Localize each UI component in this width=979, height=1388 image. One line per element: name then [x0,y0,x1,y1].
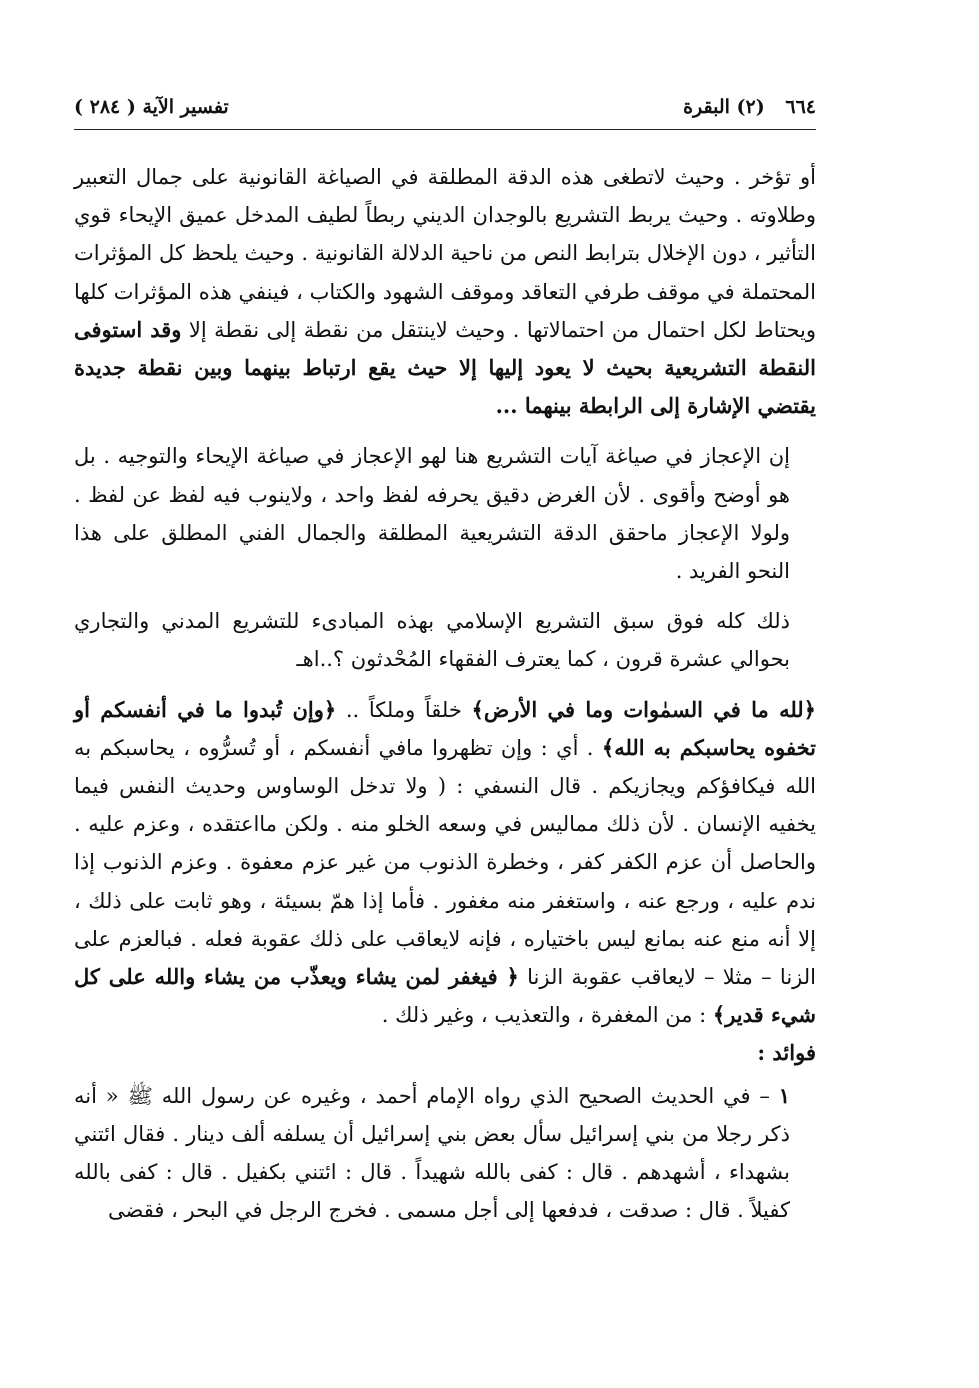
quran-verse: ﴿لله ما في السمٰوات وما في الأرض﴾ [471,696,816,722]
paragraph-continuation [74,158,816,425]
item-number: ١ [778,1082,791,1108]
quran-verse: ﴿وإن تُبدوا ما في أنفسكم أو تخفوه يحاسبكم به الله﴾ [74,696,817,760]
page-number: ٦٦٤ [785,96,816,118]
paragraph-sabq: ذلك كله فوق سبق التشريع الإسلامي بهذه المبادىء للتشريع المدني والتجاري بحوالي عشرة قرون ، كما يعترف الفقهاء المُحْدثون ؟..اهـ [74,609,790,672]
hadith-intro: – في الحديث الصحيح الذي رواه الإمام أحمد ، وغيره عن رسول الله ﷺ [118,1083,779,1108]
quran-verse: ﴿ فيغفر لمن يشاء ويعذّب من يشاء والله على كل شيء قدير﴾ [74,964,816,1028]
page-body [74,158,816,1229]
paragraph-hadith [74,1077,816,1230]
hadith-text: « أنه ذكر رجلا من بني إسرائيل سأل بعض بني إسرائيل أن يسلفه ألف دينار . فقال ائتني بشهداء ، أشهدهم . قال : كفى بالله شهيداً . قال : ائتني بكفيل . قال : كفى بالله كفيلاً . قال : صدقت ، فدفعها إلى أجل مسمى . فخرج الرجل في البحر ، فقضى [74,1083,790,1223]
commentary-text: : من المغفرة ، والتعذيب ، وغير ذلك . [381,1003,713,1028]
paragraph-ijaz: إن الإعجاز في صياغة آيات التشريع هنا لهو الإعجاز في صياغة الإيحاء والتوجيه . بل هو أوضح وأقوى . لأن الغرض دقيق يحرفه لفظ واحد ، ولاينوب فيه لفظ عن لفظ . ولولا الإعجاز ماحقق الدقة التشريعية المطلقة والجمال الفني المطلق على هذا النحو الفريد . [74,444,790,584]
commentary-text: . أي : وإن تظهروا مافي أنفسكم ، أو تُسرُّوه ، يحاسبكم به الله فيكافؤكم ويجازيكم . قال النسفي : ( ولا تدخل الوساوس وحديث النفس فيما يخفيه الإنسان . لأن ذلك مماليس في وسعه الخلو منه . ولكن مااعتقده ، وعزم عليه . والحاصل أن عزم الكفر كفر ، وخطرة الذنوب من غير عزم معفوة . وعزم الذنوب إذا ندم عليه ، ورجع عنه ، واستغفر منه مغفور . فأما إذا همّ بسيئة ، وهو ثابت على ذلك ، إلا أنه منع عنه بمانع ليس باختياره ، فإنه لايعاقب على ذلك عقوبة فعله . فبالعزم على الزنا – مثلا – لايعاقب عقوبة الزنا [74,735,816,990]
paragraph-bold-text: وقد استوفى النقطة التشريعية بحيث لا يعود إليها إلا حيث يقع ارتباط بينهما وبين نقطة جديدة يقتضي الإشارة إلى الرابطة بينهما ... [74,316,816,419]
paragraph-verse-commentary [74,691,816,1035]
page-header [74,90,816,130]
header-rule [74,129,816,130]
paragraph-text: أو تؤخر . وحيث لاتطغى هذه الدقة المطلقة في الصياغة القانونية على جمال التعبير وطلاوته . وحيث يربط التشريع بالوجدان الديني ربطاً لطيف المدخل عميق الإيحاء قوي التأثير ، دون الإخلال بترابط النص من ناحية الدلالة القانونية . وحيث يلحظ كل المؤثرات المحتملة في موقف طرفي التعاقد وموقف الشهود والكتاب ، فينفي هذه المؤثرات كلها ويحتاط لكل احتمال من احتمالاتها . وحيث لاينتقل من نقطة إلى نقطة إلا [74,165,816,342]
section-title: تفسير الآية ( ٢٨٤ ) [74,96,229,118]
header-right [683,96,816,118]
commentary-text: خلقاً وملكاً .. [336,697,472,722]
surah-name: (٢) البقرة [683,96,765,118]
fawaid-heading: فوائد : [757,1040,816,1066]
